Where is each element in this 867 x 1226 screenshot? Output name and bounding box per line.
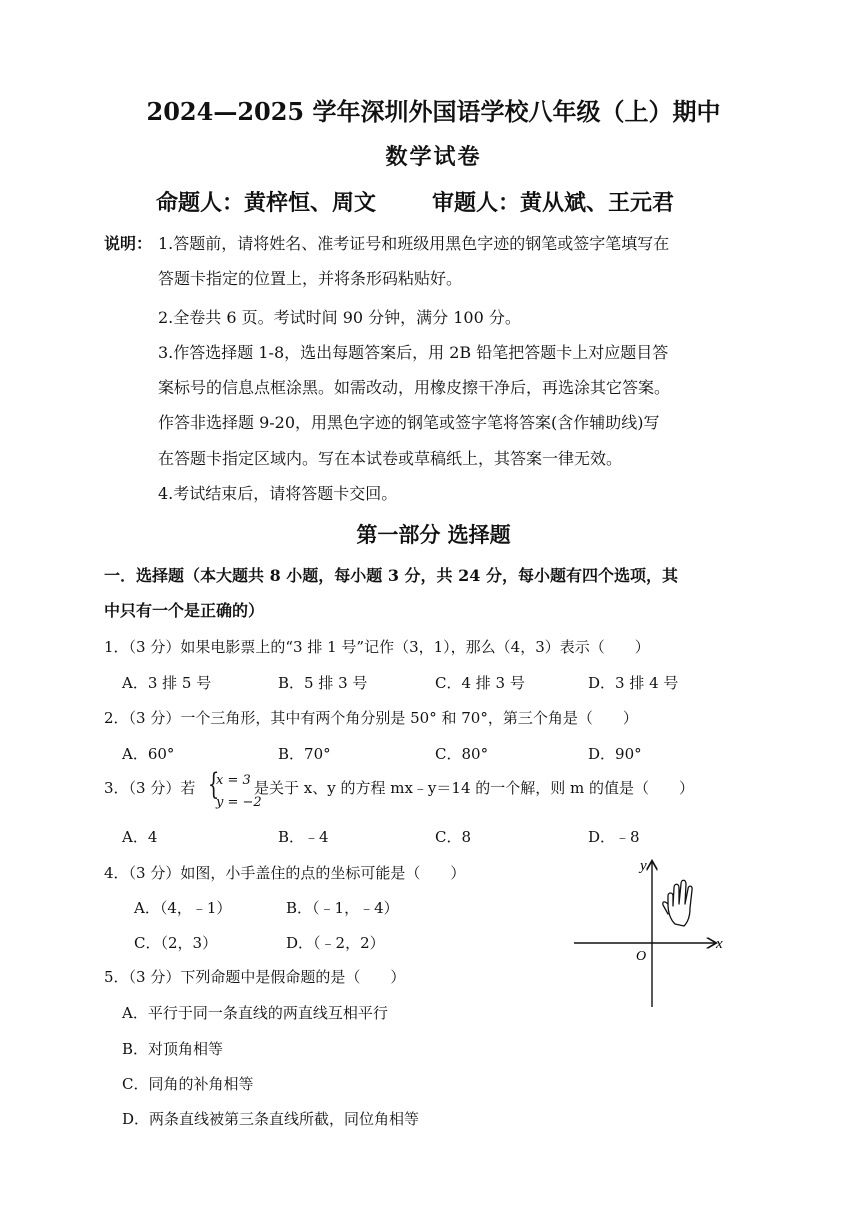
question-5-stem: 5．（3 分）下列命题中是假命题的是（ ） bbox=[104, 968, 406, 986]
exam-subtitle: 数学试卷 bbox=[385, 144, 482, 170]
instruction-line: 答题卡指定的位置上，并将条形码粘贴好。 bbox=[158, 269, 463, 288]
system-line-1: x = 3 bbox=[216, 773, 251, 788]
system-line-2: y = −2 bbox=[216, 795, 262, 810]
instructions-label: 说明： bbox=[104, 234, 153, 253]
question-5-option-d: D．两条直线被第三条直线所截，同位角相等 bbox=[122, 1110, 420, 1128]
coordinate-figure bbox=[570, 852, 730, 1012]
reviewer-line bbox=[432, 192, 674, 214]
question-4-stem: 4．（3 分）如图，小手盖住的点的坐标可能是（ ） bbox=[104, 864, 466, 882]
question-2-option-c: C．80° bbox=[435, 745, 489, 763]
reviewer-label: 审题人： bbox=[432, 190, 521, 216]
part-heading: 第一部分 选择题 bbox=[356, 522, 511, 547]
exam-title: 2024—2025 学年深圳外国语学校八年级（上）期中 bbox=[146, 97, 721, 126]
instruction-line: 在答题卡指定区域内。写在本试卷或草稿纸上，其答案一律无效。 bbox=[158, 449, 623, 468]
instruction-line: 1.答题前，请将姓名、准考证号和班级用黑色字迹的钢笔或签字笔填写在 bbox=[158, 234, 670, 253]
question-5-option-c: C．同角的补角相等 bbox=[122, 1075, 254, 1093]
instruction-line: 案标号的信息点框涂黑。如需改动，用橡皮擦干净后，再选涂其它答案。 bbox=[158, 378, 671, 397]
proposer-names: 黄梓恒、周文 bbox=[244, 190, 377, 216]
origin-label: O bbox=[636, 949, 647, 964]
question-3-option-a: A．4 bbox=[122, 828, 158, 846]
reviewer-names: 黄从斌、王元君 bbox=[520, 190, 675, 216]
question-2-option-b: B．70° bbox=[278, 745, 331, 763]
question-1-option-c: C．4 排 3 号 bbox=[435, 674, 525, 692]
section-intro: 一．选择题（本大题共 8 小题，每小题 3 分，共 24 分，每小题有四个选项，其 bbox=[104, 566, 678, 585]
question-2-option-a: A．60° bbox=[122, 745, 175, 763]
instruction-line: 2.全卷共 6 页。考试时间 90 分钟，满分 100 分。 bbox=[158, 308, 521, 327]
x-axis-label: x bbox=[716, 936, 723, 952]
question-5-option-b: B．对顶角相等 bbox=[122, 1040, 224, 1058]
question-4-option-a: A．（4，﹣1） bbox=[134, 899, 232, 917]
question-1-option-d: D．3 排 4 号 bbox=[588, 674, 679, 692]
question-3-option-c: C．8 bbox=[435, 828, 472, 846]
question-2-stem: 2．（3 分）一个三角形，其中有两个角分别是 50° 和 70°，第三个角是（ ） bbox=[104, 709, 638, 727]
y-axis-label: y bbox=[640, 858, 647, 874]
proposer-label: 命题人： bbox=[156, 190, 245, 216]
question-4-option-b: B．（﹣1，﹣4） bbox=[286, 899, 399, 917]
proposer-line bbox=[156, 192, 376, 214]
question-1-option-b: B．5 排 3 号 bbox=[278, 674, 368, 692]
hand-icon bbox=[663, 880, 692, 926]
question-3-stem-prefix: 3．（3 分）若 bbox=[104, 779, 196, 797]
question-1-option-a: A．3 排 5 号 bbox=[122, 674, 212, 692]
system-brace: { bbox=[207, 767, 220, 802]
question-3-option-b: B．﹣4 bbox=[278, 828, 329, 846]
section-intro: 中只有一个是正确的） bbox=[104, 601, 265, 620]
question-4-option-d: D．（﹣2，2） bbox=[286, 934, 385, 952]
question-1-stem: 1．（3 分）如果电影票上的“3 排 1 号”记作（3，1），那么（4，3）表示（ ） bbox=[104, 638, 650, 656]
instruction-line: 4.考试结束后，请将答题卡交回。 bbox=[158, 484, 398, 503]
question-3-stem-suffix: 是关于 x、y 的方程 mx﹣y＝14 的一个解，则 m 的值是（ ） bbox=[254, 779, 695, 797]
question-5-option-a: A．平行于同一条直线的两直线互相平行 bbox=[122, 1004, 388, 1022]
question-3-option-d: D．﹣8 bbox=[588, 828, 640, 846]
question-4-option-c: C．（2，3） bbox=[134, 934, 218, 952]
instruction-line: 作答非选择题 9-20，用黑色字迹的钢笔或签字笔将答案(含作辅助线)写 bbox=[158, 413, 660, 432]
instruction-line: 3.作答选择题 1-8，选出每题答案后，用 2B 铅笔把答题卡上对应题目答 bbox=[158, 343, 669, 362]
question-2-option-d: D．90° bbox=[588, 745, 642, 763]
